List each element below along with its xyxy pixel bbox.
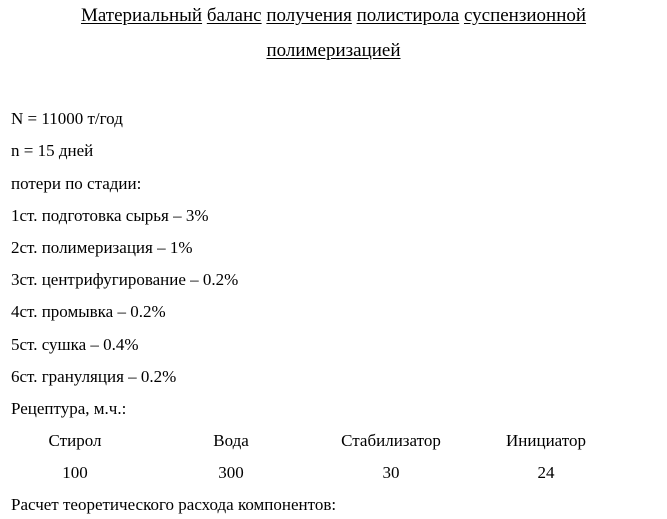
loss-stage-4: 4ст. промывка – 0.2% — [11, 302, 166, 321]
loss-stage-1: 1ст. подготовка сырья – 3% — [11, 206, 209, 225]
param-production: N = 11000 т/год — [11, 109, 123, 128]
calculation-heading: Расчет теоретического расхода компонентов: — [11, 495, 337, 514]
recipe-header-initiator: Инициатор — [506, 431, 586, 450]
recipe-value-styrene: 100 — [62, 463, 88, 482]
title-word: получения — [266, 5, 352, 26]
recipe-header-styrene: Стирол — [48, 431, 102, 450]
recipe-value-water: 300 — [218, 463, 244, 482]
title-word: Материальный — [80, 5, 203, 26]
title-word: баланс — [206, 5, 262, 26]
loss-stage-5: 5ст. сушка – 0.4% — [11, 335, 139, 354]
title-word: полимеризацией — [266, 40, 401, 61]
loss-stage-2: 2ст. полимеризация – 1% — [11, 238, 193, 257]
recipe-heading: Рецептура, м.ч.: — [11, 399, 127, 418]
recipe-value-stabilizer: 30 — [382, 463, 400, 482]
recipe-value-initiator: 24 — [537, 463, 555, 482]
recipe-header-water: Вода — [213, 431, 249, 450]
title-word: суспензионной — [463, 5, 587, 26]
loss-stage-6: 6ст. грануляция – 0.2% — [11, 367, 177, 386]
recipe-header-stabilizer: Стабилизатор — [341, 431, 441, 450]
title-line-2 — [0, 41, 667, 60]
title-word: полистирола — [356, 5, 460, 26]
title-line-1 — [0, 6, 667, 25]
loss-stage-3: 3ст. центрифугирование – 0.2% — [11, 270, 239, 289]
param-days: n = 15 дней — [11, 141, 94, 160]
losses-heading: потери по стадии: — [11, 174, 142, 193]
